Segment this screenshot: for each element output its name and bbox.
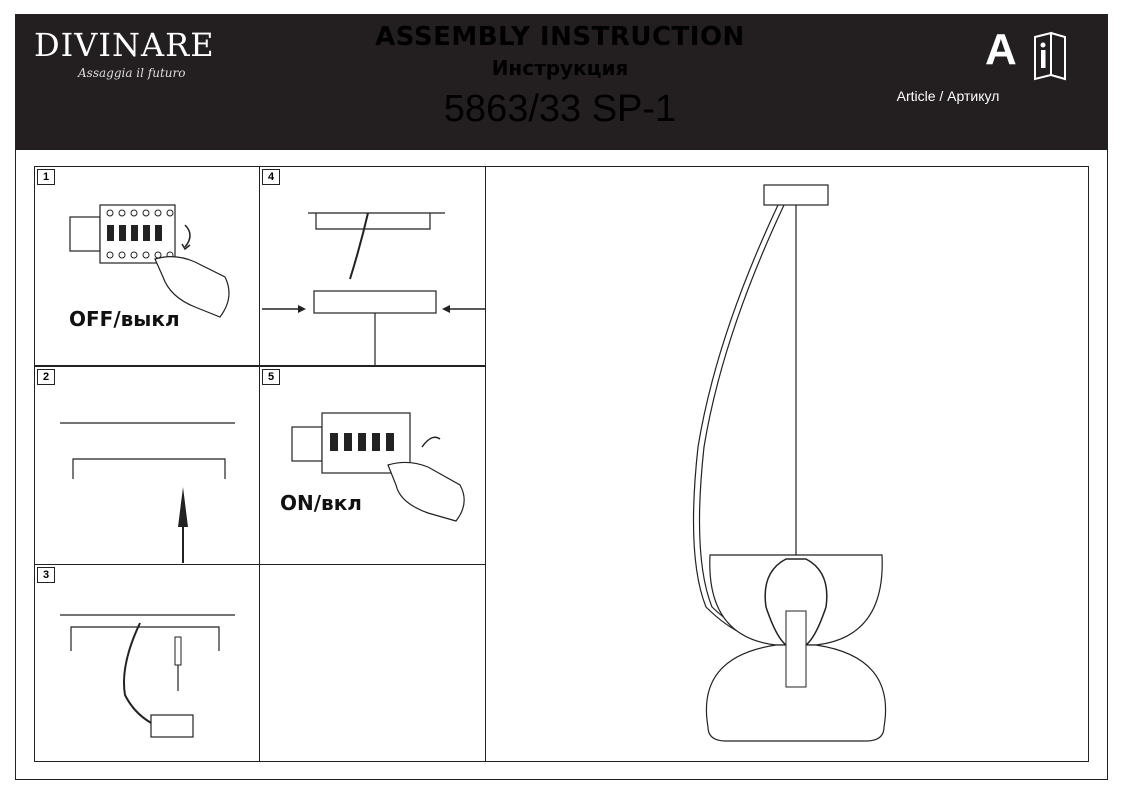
- step-2-panel: [34, 366, 260, 565]
- brand-logo: [34, 24, 244, 94]
- brand-name: DIVINARE: [34, 26, 215, 64]
- title-russian: Инструкция: [491, 56, 629, 80]
- step-5-panel: [259, 366, 486, 565]
- article-label: Article / Артикул: [896, 88, 1000, 104]
- info-badge: [975, 25, 1070, 85]
- article-number: 5863/33 SP-1: [443, 88, 677, 130]
- step-4-panel: [259, 166, 486, 366]
- step-3-panel: [34, 564, 260, 762]
- pendant-lamp-drawing: [486, 167, 1090, 763]
- step-number: 5: [262, 369, 280, 385]
- step-number: 2: [37, 369, 55, 385]
- instruction-book-icon: [1029, 29, 1069, 81]
- step-1-panel: [34, 166, 260, 366]
- terminal-block-illustration: [260, 367, 487, 566]
- info-letter: A: [985, 25, 1017, 74]
- product-drawing-panel: [485, 166, 1089, 762]
- step-number: 3: [37, 567, 55, 583]
- terminal-block-illustration: [35, 167, 261, 367]
- bracket-mounting-illustration: [35, 367, 261, 566]
- step-number: 1: [37, 169, 55, 185]
- wiring-illustration: [35, 565, 261, 763]
- mounting-canopy-illustration: [260, 167, 487, 367]
- step-number: 4: [262, 169, 280, 185]
- step-caption: ON/вкл: [280, 491, 362, 515]
- title-english: ASSEMBLY INSTRUCTION: [375, 22, 745, 52]
- brand-tagline: Assaggia il futuro: [78, 66, 186, 80]
- step-caption: OFF/выкл: [69, 307, 180, 331]
- empty-panel: [259, 564, 486, 762]
